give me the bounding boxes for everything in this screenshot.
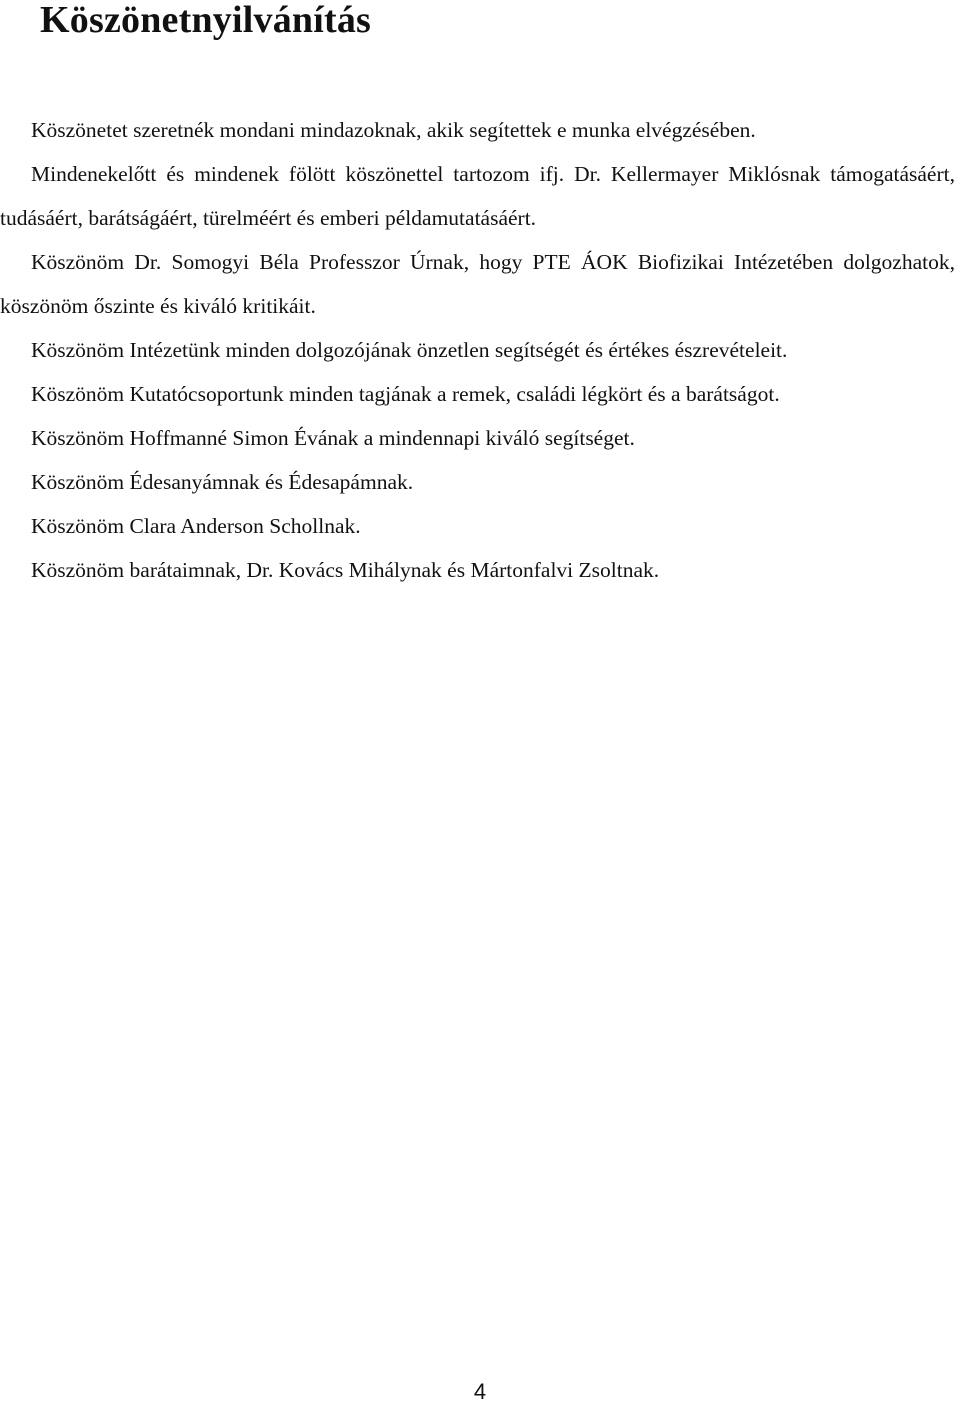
paragraph: Köszönöm Clara Anderson Schollnak. — [31, 514, 361, 538]
paragraph: Köszönöm Édesanyámnak és Édesapámnak. — [31, 470, 414, 494]
paragraph: Köszönöm barátaimnak, Dr. Kovács Mihálynak és Mártonfalvi Zsoltnak. — [31, 558, 660, 582]
page-number: 4 — [473, 1379, 487, 1404]
paragraph: Mindenekelőtt és mindenek fölött köszönettel tartozom ifj. Dr. Kellermayer Miklósnak támogatásáért, tudásáért, barátságáért, türelméért és emberi példamutatásáért. — [0, 162, 955, 230]
page-title: Köszönetnyilvánítás — [40, 0, 372, 41]
paragraph: Köszönöm Kutatócsoportunk minden tagjának a remek, családi légkört és a barátságot. — [31, 382, 780, 406]
paragraph: Köszönetet szeretnék mondani mindazoknak, akik segítettek e munka elvégzésében. — [31, 118, 756, 142]
paragraph: Köszönöm Intézetünk minden dolgozójának önzetlen segítségét és értékes észrevételeit. — [31, 338, 788, 362]
acknowledgements-body — [0, 108, 955, 592]
paragraph: Köszönöm Dr. Somogyi Béla Professzor Úrnak, hogy PTE ÁOK Biofizikai Intézetében dolgozhatok, köszönöm őszinte és kiváló kritikáit. — [0, 250, 955, 318]
paragraph: Köszönöm Hoffmanné Simon Évának a mindennapi kiváló segítséget. — [31, 426, 635, 450]
